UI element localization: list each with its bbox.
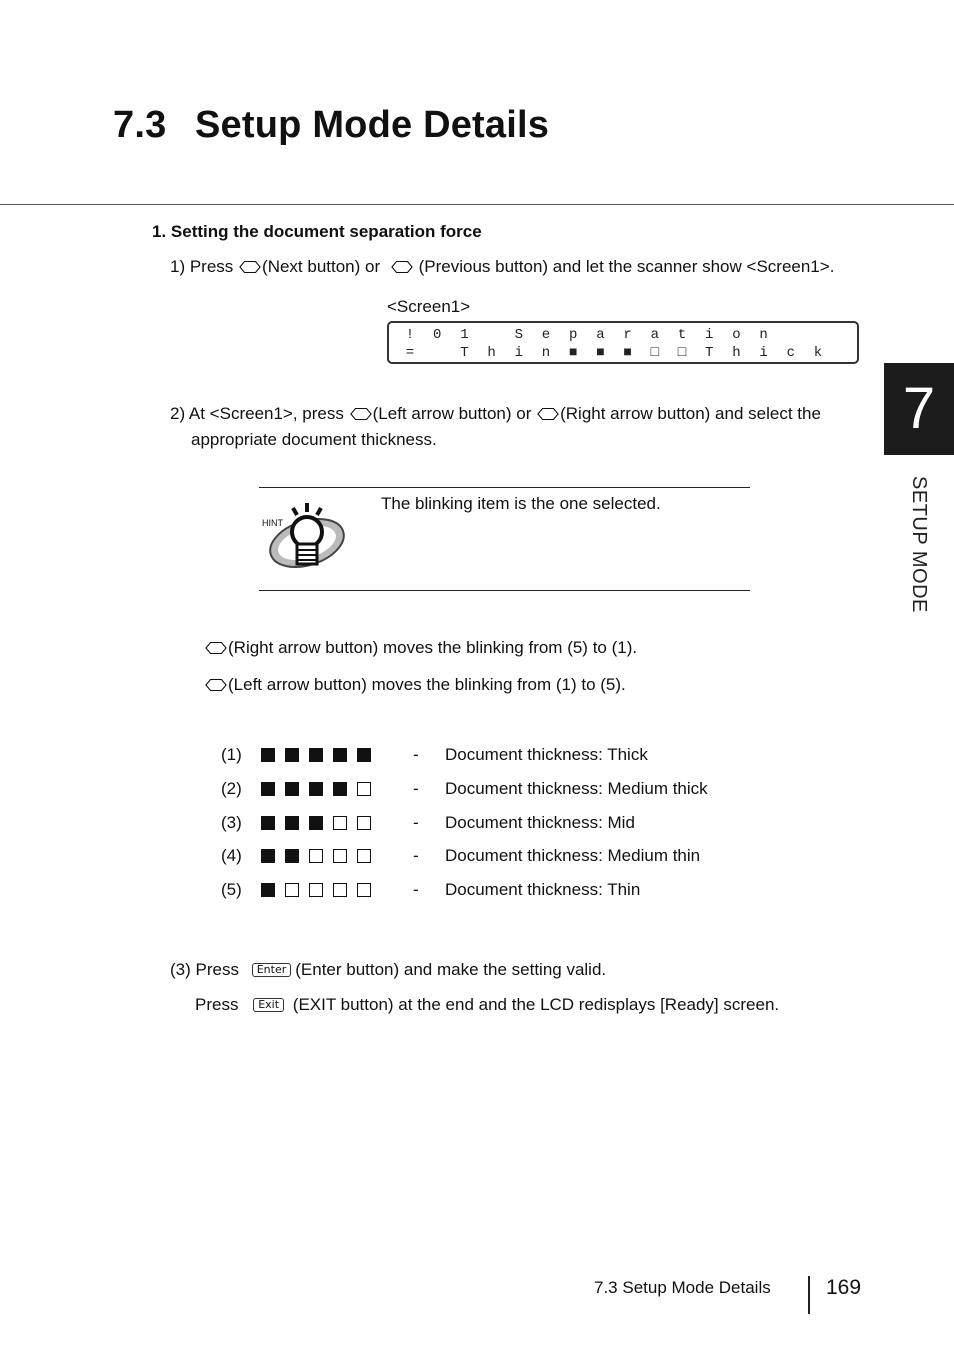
step3-press: Press: [195, 995, 239, 1014]
lcd-char: 1: [460, 327, 469, 343]
lcd-char: 0: [432, 327, 442, 343]
filled-square: [261, 748, 275, 762]
page-title: [113, 104, 549, 147]
page-number: 169: [826, 1276, 862, 1299]
hint-text: The blinking item is the one selected.: [381, 494, 661, 513]
lcd-char: T: [704, 345, 714, 361]
lcd-char: e: [541, 327, 551, 343]
filled-square: [285, 816, 299, 830]
filled-square: [309, 816, 323, 830]
hint-lightbulb-icon: [259, 498, 349, 578]
hint-label: HINT: [262, 518, 283, 528]
level-dash: -: [413, 778, 419, 798]
side-label: SETUP MODE: [908, 476, 930, 613]
step-3: [170, 959, 606, 981]
exit-key-icon: Exit: [253, 998, 284, 1012]
left-arrow-text: (Left arrow button) moves the blinking from (1) to (5).: [228, 675, 626, 694]
lcd-char: r: [623, 327, 632, 343]
section-number: 7.3: [113, 104, 167, 146]
hint-box: [259, 487, 750, 591]
lcd-char: n: [759, 327, 768, 343]
lcd-char: ■: [596, 345, 605, 361]
filled-square: [261, 782, 275, 796]
lcd-char: i: [514, 345, 523, 361]
level-dash: -: [413, 880, 419, 900]
step2-right-text: (Right arrow button) and select the: [560, 404, 821, 423]
right-arrow-button-icon: [205, 641, 227, 655]
lcd-char: T: [460, 345, 469, 361]
level-number: (5): [221, 880, 242, 900]
lcd-char: p: [568, 327, 578, 343]
level-dash: -: [413, 846, 419, 866]
step2-left-text: (Left arrow button) or: [372, 404, 532, 423]
empty-square: [333, 816, 347, 830]
lcd-char: i: [704, 327, 714, 343]
empty-square: [357, 816, 371, 830]
lcd-char: k: [813, 345, 823, 361]
step2-prefix: 2) At <Screen1>, press: [170, 404, 344, 423]
step1-prefix: 1) Press: [170, 257, 234, 276]
empty-square: [357, 849, 371, 863]
level-number: (3): [221, 812, 242, 832]
footer-section: 7.3 Setup Mode Details: [594, 1278, 771, 1297]
lcd-char: a: [596, 327, 605, 343]
lcd-char: □: [677, 345, 687, 361]
filled-square: [309, 748, 323, 762]
level-description: Document thickness: Thick: [445, 745, 648, 764]
step-3-exit: [195, 994, 779, 1016]
left-arrow-button-icon: [205, 678, 227, 692]
step-1: [170, 256, 834, 278]
level-description: Document thickness: Medium thick: [445, 778, 708, 798]
step3-prefix: (3) Press: [170, 960, 239, 979]
lcd-char: o: [732, 327, 741, 343]
level-indicator: [261, 849, 376, 863]
level-indicator: [261, 883, 376, 897]
empty-square: [309, 849, 323, 863]
lcd-char: n: [541, 345, 551, 361]
right-arrow-button-icon: [537, 407, 559, 421]
level-description: Document thickness: Thin: [445, 880, 641, 900]
empty-square: [285, 883, 299, 897]
lcd-screen: [387, 321, 859, 364]
lcd-char: S: [514, 327, 523, 343]
empty-square: [333, 849, 347, 863]
section-title: Setup Mode Details: [195, 104, 550, 146]
step1-prev-text: (Previous button) and let the scanner show <Screen1>.: [418, 257, 835, 276]
level-description: Document thickness: Medium thin: [445, 846, 701, 866]
filled-square: [357, 748, 371, 762]
level-dash: -: [413, 812, 419, 832]
filled-square: [285, 748, 299, 762]
level-number: (2): [221, 778, 242, 798]
level-indicator: [261, 782, 376, 796]
step1-next-text: (Next button) or: [262, 257, 381, 276]
right-arrow-note: [204, 637, 637, 659]
filled-square: [309, 782, 323, 796]
step3-enter-text: (Enter button) and make the setting valid.: [295, 960, 607, 979]
empty-square: [309, 883, 323, 897]
step-2: [170, 403, 821, 425]
empty-square: [357, 883, 371, 897]
footer-divider: [808, 1276, 810, 1314]
lcd-char: =: [405, 345, 415, 361]
level-number: (1): [221, 745, 242, 764]
subsection-title: 1. Setting the document separation force: [152, 222, 482, 241]
header-rule: [0, 204, 954, 205]
level-indicator: [261, 816, 376, 830]
lcd-char: !: [405, 327, 415, 343]
next-button-icon: [239, 260, 261, 274]
level-dash: -: [413, 745, 419, 764]
lcd-char: c: [786, 345, 795, 361]
lcd-char: i: [759, 345, 768, 361]
filled-square: [333, 782, 347, 796]
filled-square: [285, 782, 299, 796]
lcd-char: □: [650, 345, 659, 361]
left-arrow-note: [204, 674, 626, 696]
level-description: Document thickness: Mid: [445, 812, 635, 832]
filled-square: [261, 883, 275, 897]
left-arrow-button-icon: [350, 407, 372, 421]
lcd-char: h: [732, 345, 741, 361]
lcd-char: h: [487, 345, 496, 361]
level-number: (4): [221, 846, 242, 866]
enter-key-icon: Enter: [252, 963, 292, 977]
lcd-char: ■: [568, 345, 578, 361]
lcd-char: t: [677, 327, 687, 343]
filled-square: [261, 816, 275, 830]
right-arrow-text: (Right arrow button) moves the blinking from (5) to (1).: [228, 638, 638, 657]
level-indicator: [261, 748, 376, 762]
empty-square: [333, 883, 347, 897]
screen-label: <Screen1>: [387, 297, 471, 316]
step2-line-2: appropriate document thickness.: [191, 430, 437, 449]
empty-square: [357, 782, 371, 796]
previous-button-icon: [391, 260, 413, 274]
filled-square: [333, 748, 347, 762]
lcd-char: a: [650, 327, 659, 343]
filled-square: [261, 849, 275, 863]
lcd-char: ■: [623, 345, 632, 361]
chapter-tab: 7: [884, 363, 954, 455]
step3-exit-text: (EXIT button) at the end and the LCD redisplays [Ready] screen.: [292, 995, 780, 1014]
filled-square: [285, 849, 299, 863]
